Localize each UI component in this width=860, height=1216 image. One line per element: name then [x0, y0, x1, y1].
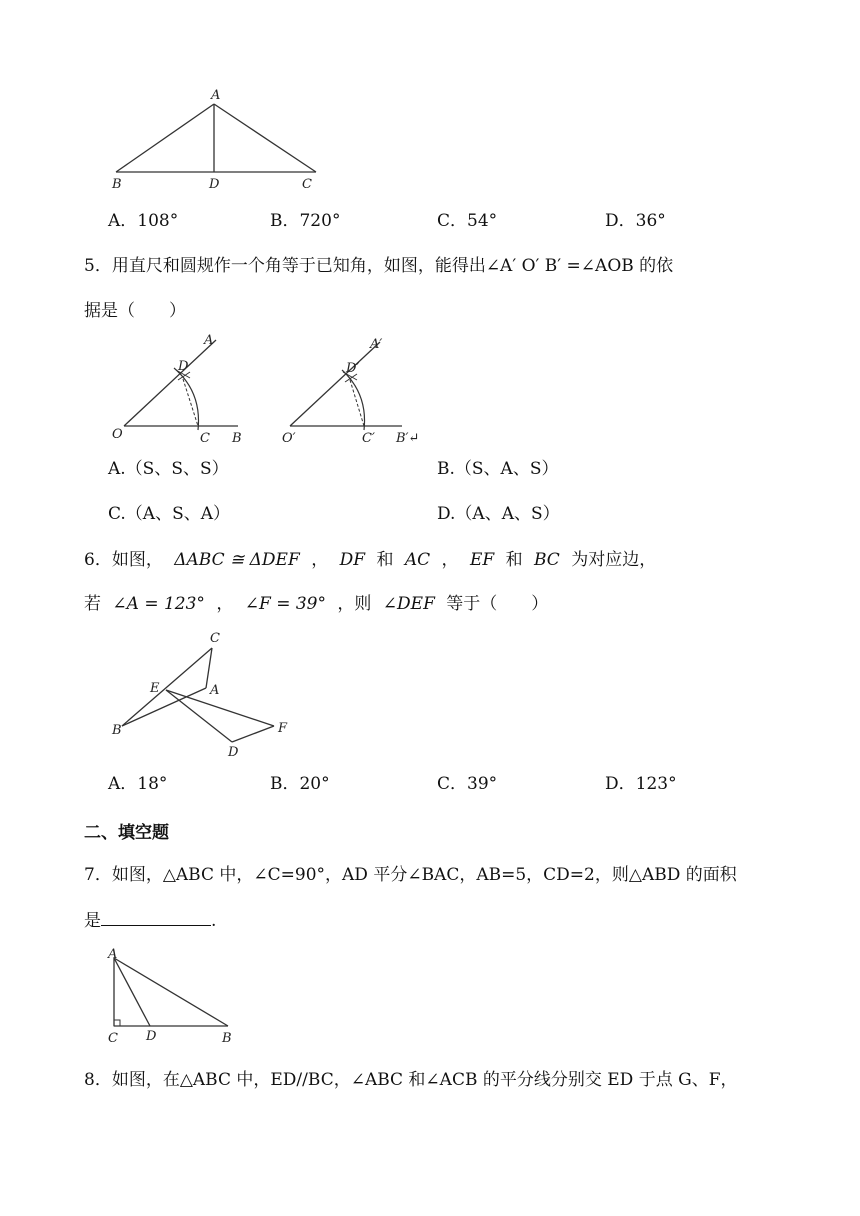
q6-option-b: B．20° [270, 774, 330, 794]
q6-and2: 和 [505, 550, 523, 570]
q6-option-a: A．18° [108, 774, 168, 794]
q5-option-d: D.（A、A、S） [437, 504, 560, 524]
q4-option-b: B．720° [270, 211, 341, 231]
label-c: C [210, 631, 220, 646]
q6-line2 [84, 592, 548, 616]
figure-q7 [104, 946, 244, 1046]
q4-option-c: C．54° [437, 211, 498, 231]
q6-line1 [84, 548, 656, 572]
q6-angle-f: ∠F = 39° [244, 594, 326, 614]
label-d-prime: D′ [346, 361, 360, 376]
q6-sep2: ， [441, 550, 459, 570]
q6-congruence: ΔABC ≅ ΔDEF [174, 550, 300, 570]
q6-tail1: 为对应边， [571, 550, 657, 570]
q6-option-c: C．39° [437, 774, 498, 794]
q4-option-d: D．36° [605, 211, 666, 231]
q7-answer-blank[interactable] [101, 907, 211, 926]
q8-line1: 8．如图，在△ABC 中，ED//BC，∠ABC 和∠ACB 的平分线分别交 ED 于点 G、F， [84, 1070, 738, 1090]
label-d: D [178, 359, 189, 374]
q4-option-a: A．108° [108, 211, 179, 231]
label-b: B [232, 431, 242, 446]
label-a: A [204, 333, 214, 348]
label-f: F [278, 721, 288, 736]
label-e: E [150, 681, 160, 696]
label-c: C [302, 177, 312, 192]
q5-line1: 5．用直尺和圆规作一个角等于已知角，如图，能得出∠A′ O′ B′ =∠AOB 的依 [84, 256, 674, 276]
label-a: A [210, 683, 220, 698]
figure-q6 [108, 628, 308, 760]
q6-df: DF [339, 550, 366, 570]
label-o-prime: O′ [282, 431, 296, 446]
label-a: A [211, 88, 221, 103]
q6-sep1: ， [311, 550, 329, 570]
section-heading: 二、填空题 [84, 823, 169, 843]
q6-and1: 和 [376, 550, 394, 570]
q7-suffix: . [211, 911, 217, 931]
q6-angle-a: ∠A = 123° [112, 594, 205, 614]
label-c-prime: C′ [362, 431, 375, 446]
label-b: B [222, 1031, 232, 1046]
q6-option-d: D．123° [605, 774, 677, 794]
label-d: D [146, 1029, 157, 1044]
q7-line2 [84, 907, 216, 933]
label-d: D [228, 745, 239, 760]
q7-line1: 7．如图，△ABC 中，∠C=90°，AD 平分∠BAC，AB=5，CD=2，则△ABD 的面积 [84, 865, 737, 885]
figure-q5 [106, 330, 446, 448]
q7-prefix: 是 [84, 911, 101, 931]
label-d: D [209, 177, 220, 192]
label-a-prime: A′ [370, 337, 383, 352]
label-c: C [108, 1031, 118, 1046]
figure-q4 [108, 86, 328, 194]
q6-angle-def: ∠DEF [382, 594, 435, 614]
q6-bc: BC [533, 550, 560, 570]
q6-ef: EF [469, 550, 495, 570]
q6-tail2: 等于（ ） [446, 594, 549, 614]
label-b-prime: B′↵ [396, 431, 420, 446]
label-o: O [112, 427, 123, 442]
q6-number: 6．如图， [84, 550, 163, 570]
label-b: B [112, 723, 122, 738]
q5-option-c: C.（A、S、A） [108, 504, 231, 524]
q5-option-b: B.（S、A、S） [437, 459, 559, 479]
label-b: B [112, 177, 122, 192]
q6-ac: AC [404, 550, 431, 570]
q5-option-a: A.（S、S、S） [108, 459, 229, 479]
label-a: A [108, 947, 118, 962]
q6-sep3: ， [216, 594, 234, 614]
q6-ruo: 若 [84, 594, 101, 614]
q6-ze: ，则 [337, 594, 372, 614]
label-c: C [200, 431, 210, 446]
q5-line2: 据是（ ） [84, 301, 186, 321]
